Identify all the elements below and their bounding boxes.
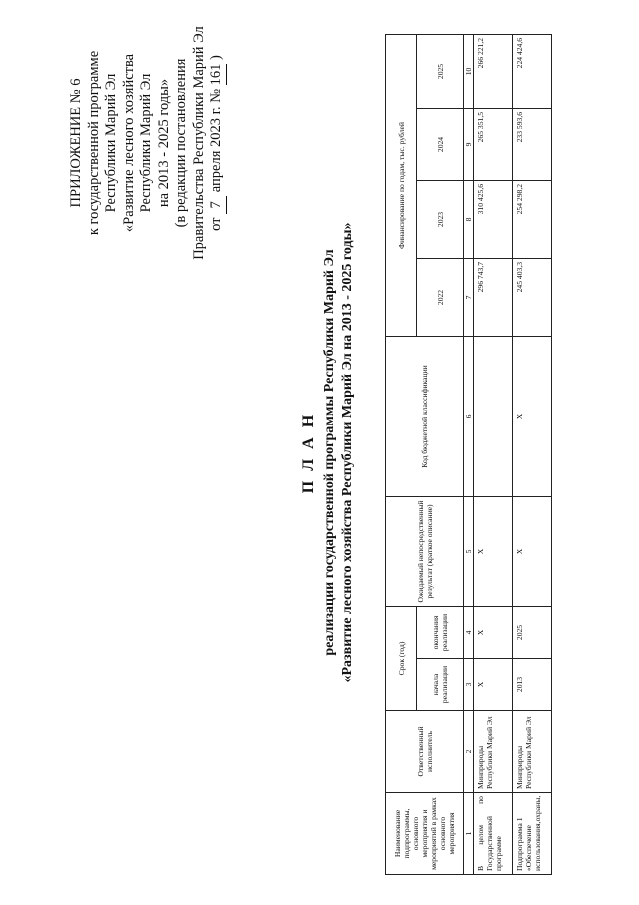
header-term-end: окончания реализации bbox=[417, 606, 464, 658]
row-name-line: Подпрограмма 1 bbox=[515, 817, 524, 871]
row-result: Х bbox=[513, 496, 552, 606]
plan-table bbox=[385, 34, 552, 875]
row-2024: 233 593,6 bbox=[513, 108, 552, 180]
row-name-cell bbox=[474, 793, 513, 875]
table-row bbox=[513, 34, 552, 874]
column-number: 9 bbox=[464, 108, 474, 180]
header-financing: Финансирование по годам, тыс. рублей bbox=[386, 34, 417, 336]
row-executor: Минприроды Республики Марий Эл bbox=[513, 711, 552, 793]
header-year-2025: 2025 bbox=[417, 34, 464, 108]
header-executor: Ответственный исполнитель bbox=[386, 711, 464, 793]
appendix-day: 7 bbox=[208, 196, 227, 214]
row-name-word: использования, bbox=[533, 821, 542, 871]
column-number: 10 bbox=[464, 34, 474, 108]
row-code: Х bbox=[513, 336, 552, 496]
row-2023: 310 425,6 bbox=[474, 180, 513, 258]
appendix-line: ПРИЛОЖЕНИЕ № 6 bbox=[68, 78, 84, 208]
row-name-word: охраны, bbox=[533, 795, 542, 822]
row-2025: 224 424,6 bbox=[513, 34, 552, 108]
header-year-2023: 2023 bbox=[417, 180, 464, 258]
appendix-line: (в редакции постановления bbox=[173, 58, 189, 228]
row-end: Х bbox=[474, 606, 513, 658]
row-name-word: по bbox=[476, 796, 485, 804]
row-2022: 245 403,3 bbox=[513, 258, 552, 336]
row-2022: 296 743,7 bbox=[474, 258, 513, 336]
appendix-from: от bbox=[208, 217, 224, 231]
column-number: 3 bbox=[464, 659, 474, 711]
row-name-line: «Обеспечение bbox=[524, 825, 533, 871]
row-executor: Минприроды Республики Марий Эл bbox=[474, 711, 513, 793]
row-result: Х bbox=[474, 496, 513, 606]
plan-subtitle: реализации государственной программы Республики Марий Эл bbox=[322, 249, 337, 656]
appendix-line: на 2013 - 2025 годы» bbox=[155, 78, 172, 208]
table-row bbox=[474, 34, 513, 874]
column-number: 6 bbox=[464, 336, 474, 496]
appendix-number: 161 bbox=[208, 64, 227, 86]
appendix-date-line bbox=[208, 18, 227, 268]
header-term-start: начала реализации bbox=[417, 659, 464, 711]
column-number: 8 bbox=[464, 180, 474, 258]
header-term: Срок (год) bbox=[386, 606, 417, 710]
row-name-word: целом bbox=[476, 825, 485, 845]
row-start: Х bbox=[474, 659, 513, 711]
appendix-line: к государственной программе bbox=[85, 50, 102, 236]
header-year-2022: 2022 bbox=[417, 258, 464, 336]
header-code: Код бюджетной классификации bbox=[386, 336, 464, 496]
plan-program-name: «Развитие лесного хозяйства Республики Марий Эл на 2013 - 2025 годы» bbox=[340, 222, 355, 683]
plan-title: П Л А Н bbox=[300, 411, 317, 494]
appendix-line: Правительства Республики Марий Эл bbox=[190, 26, 207, 260]
row-2025: 266 221,2 bbox=[474, 34, 513, 108]
row-code bbox=[474, 336, 513, 496]
column-number: 1 bbox=[464, 793, 474, 875]
row-2023: 254 298,2 bbox=[513, 180, 552, 258]
column-number: 4 bbox=[464, 606, 474, 658]
row-name-word: В bbox=[476, 865, 485, 871]
header-year-2024: 2024 bbox=[417, 108, 464, 180]
row-name-rest: Государственной программе bbox=[485, 816, 503, 871]
row-name-spread bbox=[533, 796, 542, 871]
appendix-line: Республики Марий Эл bbox=[138, 73, 154, 213]
appendix-close: ) bbox=[208, 55, 224, 60]
header-result: Ожидаемый непосредственный результат (краткое описание) bbox=[386, 496, 464, 606]
appendix-line: Республики Марий Эл bbox=[103, 73, 119, 213]
column-number: 5 bbox=[464, 496, 474, 606]
column-number: 2 bbox=[464, 711, 474, 793]
row-2024: 265 351,5 bbox=[474, 108, 513, 180]
header-name: Наименование подпрограммы, основного мероприятия и мероприятий в рамках основного мероприятия bbox=[386, 793, 464, 875]
row-name-cell bbox=[513, 793, 552, 875]
row-end: 2025 bbox=[513, 606, 552, 658]
appendix-line: «Развитие лесного хозяйства bbox=[120, 53, 137, 233]
appendix-block bbox=[68, 18, 227, 268]
column-number: 7 bbox=[464, 258, 474, 336]
row-start: 2013 bbox=[513, 659, 552, 711]
appendix-date: апреля 2023 г. № bbox=[208, 88, 224, 193]
row-name-spread bbox=[476, 796, 485, 871]
